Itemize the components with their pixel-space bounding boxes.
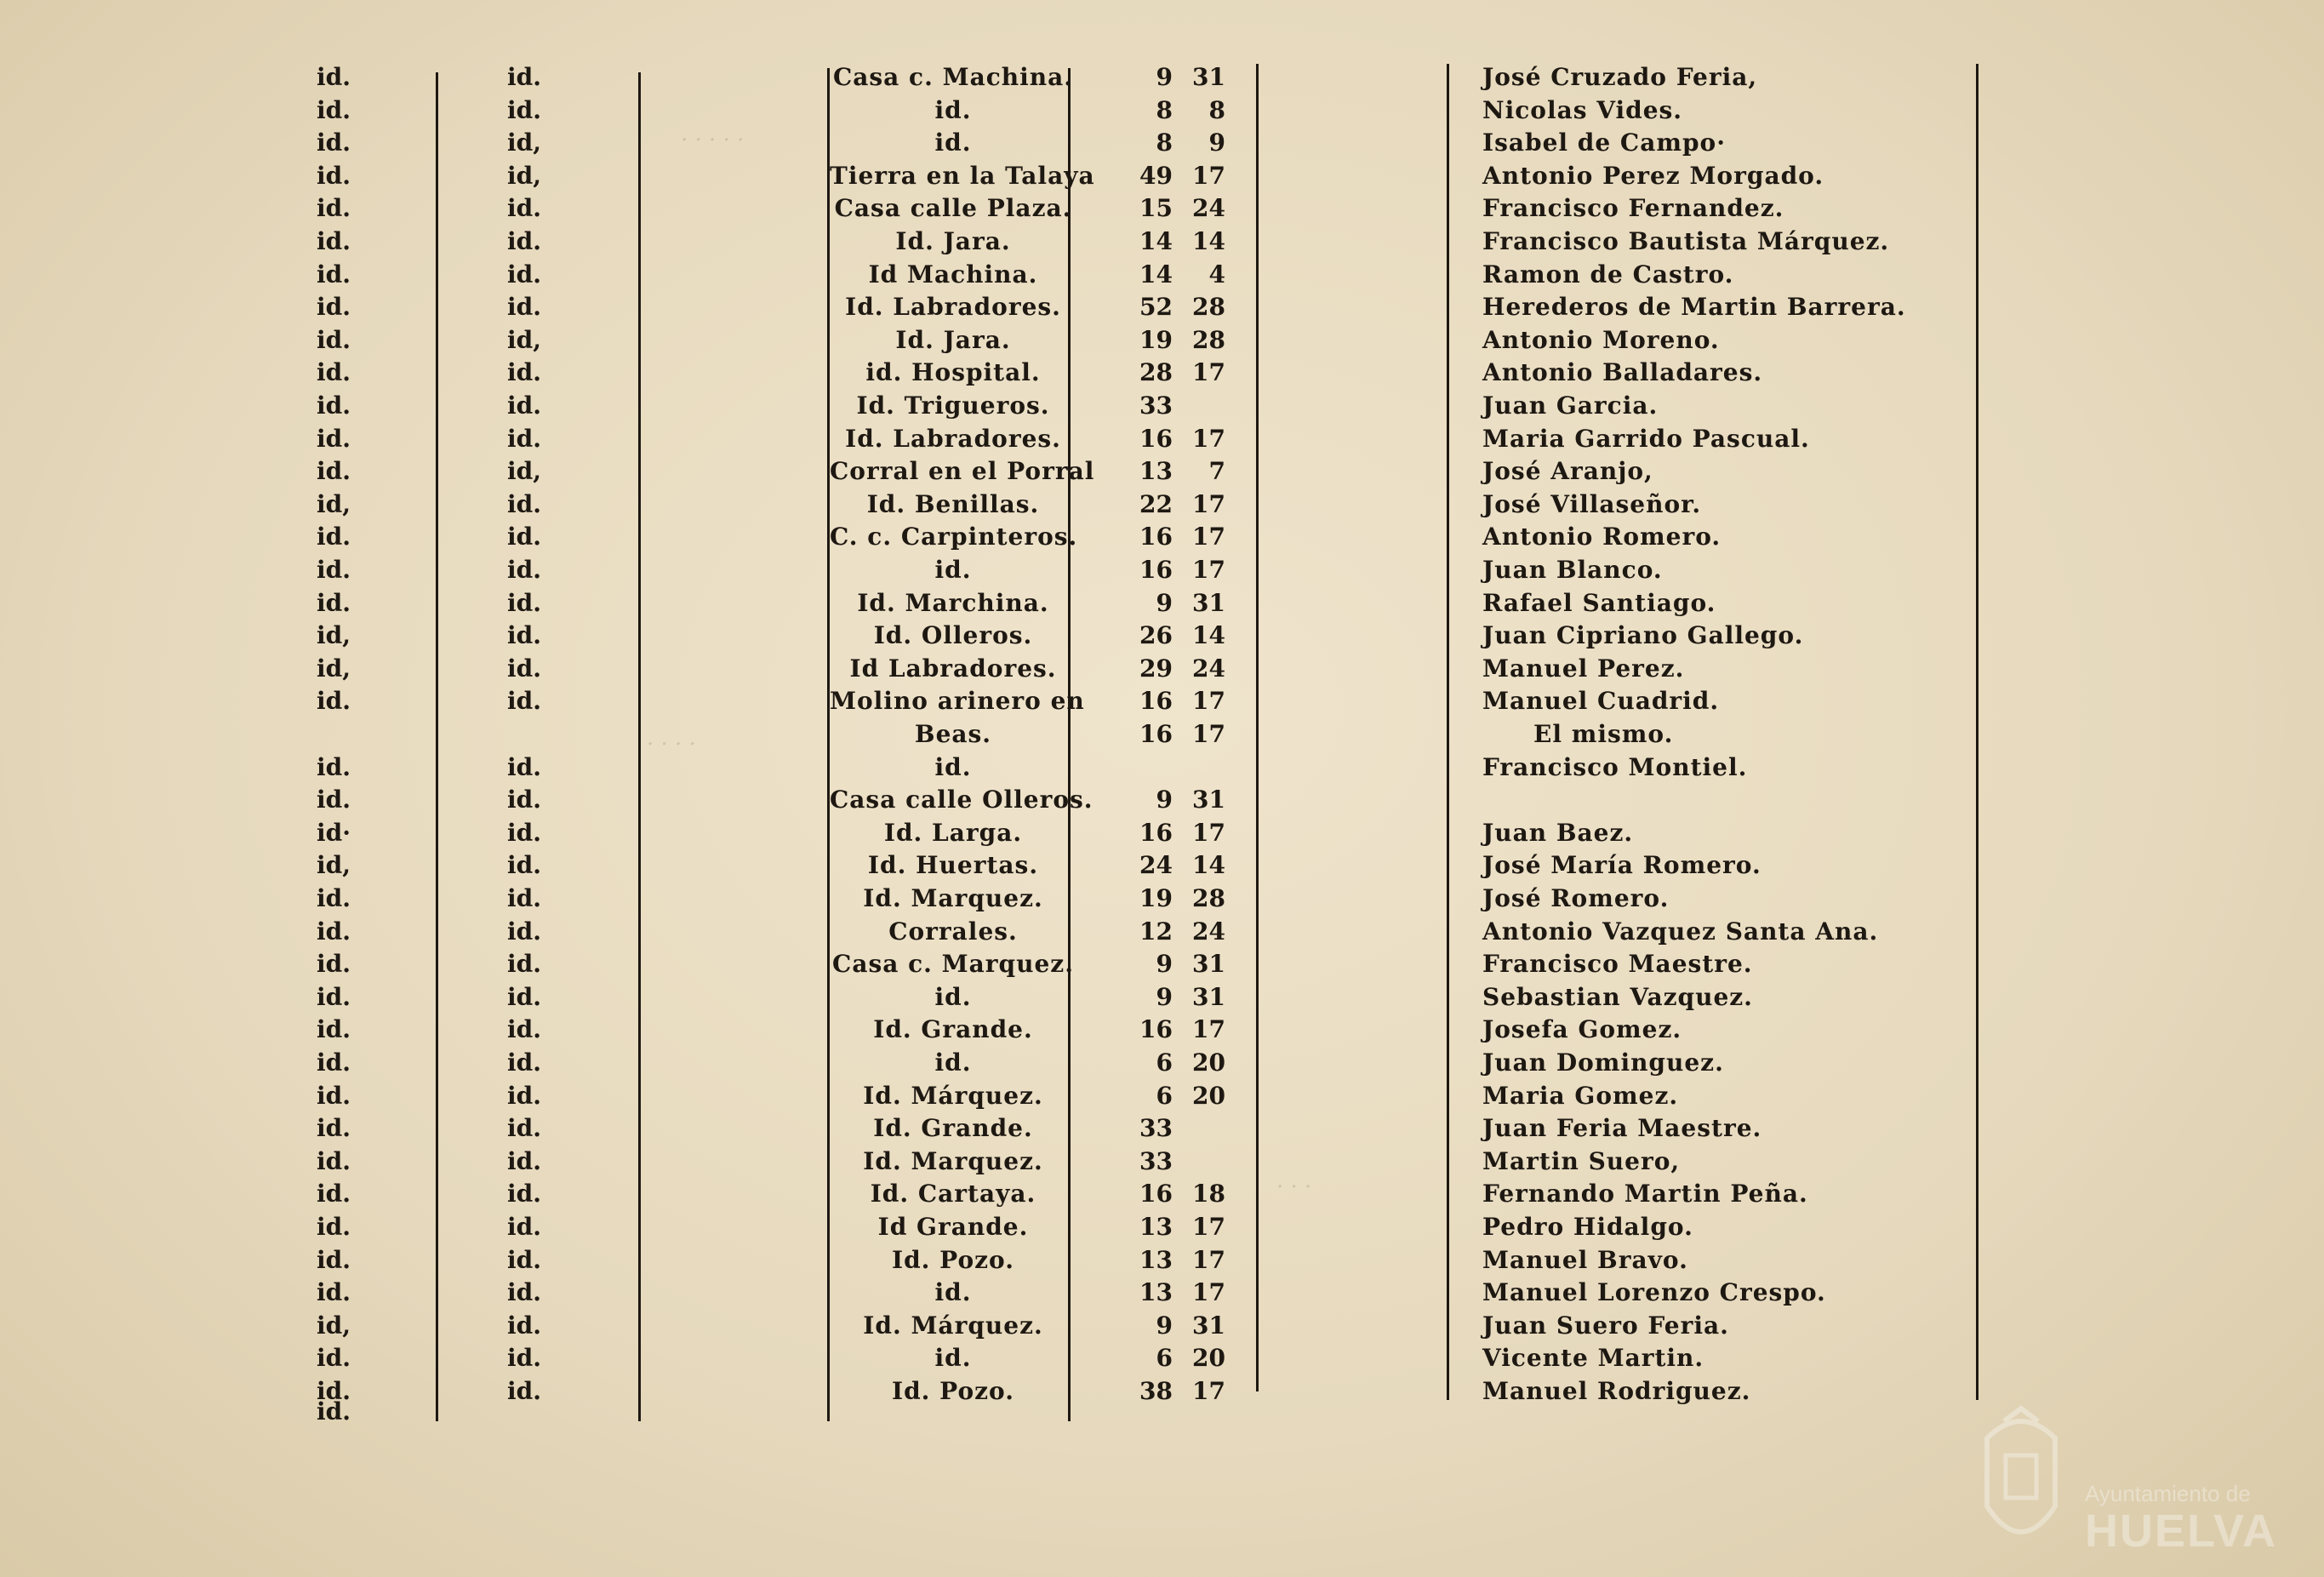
cell-c2: id, xyxy=(507,325,541,354)
cell-c6: Fernando Martin Peña. xyxy=(1482,1180,1808,1208)
cell-c5: 17 xyxy=(1192,523,1225,551)
table-row xyxy=(0,751,2324,784)
cell-c3: Id. Márquez. xyxy=(863,1311,1043,1340)
cell-c1: id, xyxy=(317,621,351,650)
cell-c5: 20 xyxy=(1192,1081,1225,1110)
cell-c3: id. xyxy=(934,982,972,1011)
cell-c3: id. xyxy=(934,1278,972,1307)
cell-c5: 17 xyxy=(1192,1213,1225,1241)
table-row xyxy=(0,587,2324,620)
cell-c3: Corral en el Porral xyxy=(830,457,1095,486)
table-row xyxy=(0,226,2324,258)
cell-c2: id. xyxy=(507,260,541,289)
cell-c1: id. xyxy=(317,293,351,322)
cell-c1: id. xyxy=(317,523,351,551)
cell-c4: 13 xyxy=(1139,1278,1173,1307)
cell-c3: Id. Marquez. xyxy=(863,884,1043,912)
cell-c2: id. xyxy=(507,818,541,847)
cell-c3: Id. Olleros. xyxy=(873,621,1033,650)
cell-c4: 14 xyxy=(1139,227,1173,255)
cell-c1: id· xyxy=(317,818,351,847)
cell-c4: 16 xyxy=(1139,424,1173,453)
cell-c3: Id. Labradores. xyxy=(845,424,1061,453)
cell-c4: 13 xyxy=(1139,1213,1173,1241)
cell-c3: Casa c. Machina. xyxy=(832,63,1074,91)
cell-c1: id. xyxy=(317,786,351,814)
cell-c5: 14 xyxy=(1192,851,1225,880)
cell-c3: Id. Trigueros. xyxy=(856,391,1050,420)
cell-c3: id. xyxy=(934,556,972,584)
cell-c4: 52 xyxy=(1139,293,1173,322)
cell-c1: id. xyxy=(317,752,351,781)
cell-c1: id. xyxy=(317,1213,351,1241)
cell-c4: 9 xyxy=(1156,950,1173,979)
cell-c2: id. xyxy=(507,358,541,387)
cell-c2: id. xyxy=(507,1081,541,1110)
cell-c5: 14 xyxy=(1192,227,1225,255)
cell-c6: Nicolas Vides. xyxy=(1482,95,1683,124)
cell-c4: 38 xyxy=(1139,1377,1173,1405)
cell-c6: Juan Dominguez. xyxy=(1482,1048,1724,1077)
cell-c1: id. xyxy=(317,194,351,223)
table-row xyxy=(0,1178,2324,1210)
cell-c6: Francisco Fernandez. xyxy=(1482,194,1784,223)
cell-c4: 33 xyxy=(1139,1114,1173,1143)
cell-c4: 9 xyxy=(1156,588,1173,617)
cell-c1: id. xyxy=(317,1180,351,1208)
cell-c3: Id. Jara. xyxy=(895,325,1011,354)
table-row xyxy=(0,981,2324,1014)
cell-c2: id. xyxy=(507,523,541,551)
cell-c5: 4 xyxy=(1208,260,1225,289)
cell-c5: 17 xyxy=(1192,720,1225,748)
cell-c6: Sebastian Vazquez. xyxy=(1482,982,1753,1011)
cell-c2: id. xyxy=(507,293,541,322)
cell-c5: 31 xyxy=(1192,786,1225,814)
cell-c1: id. xyxy=(317,884,351,912)
cell-c2: id. xyxy=(507,884,541,912)
cell-c2: id. xyxy=(507,1048,541,1077)
cell-c1: id. xyxy=(317,391,351,420)
cell-c6: José Aranjo, xyxy=(1482,457,1653,486)
cell-c3: Id. Cartaya. xyxy=(870,1180,1036,1208)
cell-c2: id. xyxy=(507,588,541,617)
cell-c1: id, xyxy=(317,489,351,518)
cell-c4: 24 xyxy=(1139,851,1173,880)
cell-c2: id. xyxy=(507,1114,541,1143)
cell-c4: 16 xyxy=(1139,687,1173,716)
cell-c4: 19 xyxy=(1139,325,1173,354)
cell-c6: Ramon de Castro. xyxy=(1482,260,1734,289)
cell-c1: id, xyxy=(317,654,351,683)
cell-c1: id. xyxy=(317,1015,351,1044)
cell-c6: Antonio Moreno. xyxy=(1482,325,1720,354)
cell-c1: id. xyxy=(317,917,351,946)
cell-c5: 17 xyxy=(1192,1377,1225,1405)
cell-c3: Id. Márquez. xyxy=(863,1081,1043,1110)
cell-c4: 16 xyxy=(1139,720,1173,748)
cell-c6: Martin Suero, xyxy=(1482,1146,1681,1175)
table-row xyxy=(0,291,2324,323)
table-row xyxy=(0,554,2324,586)
cell-c2: id. xyxy=(507,1146,541,1175)
cell-c4: 13 xyxy=(1139,457,1173,486)
cell-c6: José Cruzado Feria, xyxy=(1482,63,1758,91)
cell-c4: 16 xyxy=(1139,818,1173,847)
cell-c3: id. xyxy=(934,95,972,124)
cell-c3: Casa calle Plaza. xyxy=(834,194,1072,223)
cell-c4: 9 xyxy=(1156,1311,1173,1340)
cell-c3: Id. Benillas. xyxy=(866,489,1040,518)
cell-c4: 6 xyxy=(1156,1048,1173,1077)
table-row xyxy=(0,1014,2324,1046)
cell-c4: 33 xyxy=(1139,391,1173,420)
cell-c2: id. xyxy=(507,950,541,979)
cell-c2: id. xyxy=(507,1180,541,1208)
cell-c3: Id. Grande. xyxy=(873,1114,1033,1143)
cell-c4: 49 xyxy=(1139,161,1173,190)
table-row xyxy=(0,455,2324,488)
cell-c4: 9 xyxy=(1156,982,1173,1011)
table-row xyxy=(0,259,2324,291)
cell-c5: 31 xyxy=(1192,588,1225,617)
cell-c5: 24 xyxy=(1192,194,1225,223)
cell-c5: 17 xyxy=(1192,161,1225,190)
cell-c6: Manuel Perez. xyxy=(1482,654,1685,683)
table-row xyxy=(0,916,2324,948)
cell-c3: Id. Labradores. xyxy=(845,293,1061,322)
cell-c1: id. xyxy=(317,950,351,979)
table-row xyxy=(0,718,2324,751)
cell-c1: id. xyxy=(317,63,351,91)
cell-c5: 9 xyxy=(1208,129,1225,157)
cell-c2: id. xyxy=(507,1278,541,1307)
cell-c5: 14 xyxy=(1192,621,1225,650)
table-row xyxy=(0,1211,2324,1243)
cell-c4: 33 xyxy=(1139,1146,1173,1175)
cell-c5: 28 xyxy=(1192,325,1225,354)
cell-c5: 17 xyxy=(1192,424,1225,453)
cell-c2: id. xyxy=(507,391,541,420)
table-row xyxy=(0,1277,2324,1309)
cell-c1: id. xyxy=(317,1245,351,1274)
cell-c6: José Romero. xyxy=(1482,884,1670,912)
cell-c5: 31 xyxy=(1192,950,1225,979)
cell-c6: Manuel Rodriguez. xyxy=(1482,1377,1751,1405)
cell-c5: 31 xyxy=(1192,1311,1225,1340)
cell-c3: Beas. xyxy=(914,720,992,748)
cell-c4: 16 xyxy=(1139,1015,1173,1044)
cell-c6: Antonio Balladares. xyxy=(1482,358,1763,387)
cell-c3: Id Labradores. xyxy=(849,654,1057,683)
cell-c4: 16 xyxy=(1139,523,1173,551)
cell-c6: Maria Gomez. xyxy=(1482,1081,1679,1110)
cell-c6: José Villaseñor. xyxy=(1482,489,1702,518)
cell-c2: id. xyxy=(507,227,541,255)
cell-c4: 22 xyxy=(1139,489,1173,518)
cell-c6: José María Romero. xyxy=(1482,851,1762,880)
cell-c6: Juan Blanco. xyxy=(1482,556,1663,584)
cell-c2: id. xyxy=(507,654,541,683)
cell-c2: id, xyxy=(507,129,541,157)
cell-c3: Id. Larga. xyxy=(883,818,1023,847)
cell-c6: Francisco Bautista Márquez. xyxy=(1482,227,1890,255)
cell-c1: id. xyxy=(317,1048,351,1077)
cell-c3: Id. Marchina. xyxy=(857,588,1049,617)
cell-c1: id. xyxy=(317,161,351,190)
table-row xyxy=(0,849,2324,882)
cell-c5: 31 xyxy=(1192,63,1225,91)
cell-c6: Pedro Hidalgo. xyxy=(1482,1213,1693,1241)
cell-c5: 24 xyxy=(1192,654,1225,683)
table-row xyxy=(0,784,2324,816)
table-row xyxy=(0,948,2324,980)
cell-c6: Manuel Lorenzo Crespo. xyxy=(1482,1278,1826,1307)
cell-c6: Manuel Bravo. xyxy=(1482,1245,1688,1274)
cell-c5: 17 xyxy=(1192,1015,1225,1044)
cell-c5: 31 xyxy=(1192,982,1225,1011)
table-row xyxy=(0,1080,2324,1112)
cell-c4: 9 xyxy=(1156,786,1173,814)
table-row xyxy=(0,192,2324,225)
cell-c5: 28 xyxy=(1192,884,1225,912)
cell-c5: 17 xyxy=(1192,1245,1225,1274)
cell-c1: id. xyxy=(317,1146,351,1175)
cell-c2: id. xyxy=(507,1344,541,1373)
cell-c3: C. c. Carpinteros. xyxy=(830,523,1078,551)
cell-c4: 16 xyxy=(1139,556,1173,584)
cell-c3: id. xyxy=(934,1048,972,1077)
cell-c3: Corrales. xyxy=(888,917,1018,946)
cell-c2: id. xyxy=(507,1377,541,1405)
cell-c2: id. xyxy=(507,95,541,124)
table-row xyxy=(0,61,2324,94)
cell-c2: id, xyxy=(507,457,541,486)
cell-c2: id. xyxy=(507,63,541,91)
table-row xyxy=(0,160,2324,192)
cell-c2: id. xyxy=(507,1213,541,1241)
cell-c5: 24 xyxy=(1192,917,1225,946)
cell-c6: Juan Suero Feria. xyxy=(1482,1311,1729,1340)
cell-c4: 12 xyxy=(1139,917,1173,946)
cell-c1: id. xyxy=(317,687,351,716)
cell-c2: id. xyxy=(507,1245,541,1274)
cell-c2: id, xyxy=(507,161,541,190)
cell-c5: 17 xyxy=(1192,358,1225,387)
table-row xyxy=(0,127,2324,159)
table-row xyxy=(0,324,2324,357)
cell-c1: id, xyxy=(317,851,351,880)
cell-c5: 17 xyxy=(1192,1278,1225,1307)
cell-c3: Id. Marquez. xyxy=(863,1146,1043,1175)
cell-c2: id. xyxy=(507,556,541,584)
cell-c4: 8 xyxy=(1156,129,1173,157)
cell-c3: Id. Jara. xyxy=(895,227,1011,255)
watermark-line1: Ayuntamiento de xyxy=(2085,1481,2251,1506)
cell-c1: id. xyxy=(317,424,351,453)
cell-c4: 28 xyxy=(1139,358,1173,387)
cell-c3: Id. Huertas. xyxy=(867,851,1039,880)
cell-c2: id. xyxy=(507,786,541,814)
cell-c6: Francisco Montiel. xyxy=(1482,752,1748,781)
cell-c6: Herederos de Martin Barrera. xyxy=(1482,293,1906,322)
cell-c5: 17 xyxy=(1192,556,1225,584)
cell-c4: 13 xyxy=(1139,1245,1173,1274)
cell-c5: 7 xyxy=(1208,457,1225,486)
cell-c3: Casa c. Marquez. xyxy=(832,950,1074,979)
cell-c5: 8 xyxy=(1208,95,1225,124)
cell-c6: Juan Garcia. xyxy=(1482,391,1659,420)
cell-c1: id. xyxy=(317,227,351,255)
cell-c6: Josefa Gomez. xyxy=(1482,1015,1682,1044)
cell-c5: 17 xyxy=(1192,489,1225,518)
table-row xyxy=(0,1146,2324,1178)
cell-c3: Id. Grande. xyxy=(873,1015,1033,1044)
cell-c5: 17 xyxy=(1192,818,1225,847)
cell-c6: Antonio Perez Morgado. xyxy=(1482,161,1824,190)
table-row xyxy=(0,521,2324,553)
cell-c5: 17 xyxy=(1192,687,1225,716)
cell-c1: id. xyxy=(317,982,351,1011)
cell-c2: id. xyxy=(507,194,541,223)
table-row xyxy=(0,883,2324,915)
cell-c4: 14 xyxy=(1139,260,1173,289)
cell-c3: id. xyxy=(934,129,972,157)
cell-c1: id. xyxy=(317,556,351,584)
cell-c6: Juan Baez. xyxy=(1482,818,1634,847)
cell-c1: id. xyxy=(317,1081,351,1110)
table-row xyxy=(0,1310,2324,1342)
cell-c6: Antonio Romero. xyxy=(1482,523,1722,551)
cell-c6: Antonio Vazquez Santa Ana. xyxy=(1482,917,1879,946)
bleed-through-text: · · · xyxy=(1276,1174,1312,1200)
cell-c1: id. xyxy=(317,260,351,289)
cell-c3: Id Grande. xyxy=(877,1213,1029,1241)
cell-c4: 16 xyxy=(1139,1180,1173,1208)
table-row xyxy=(0,390,2324,422)
cell-c6: Rafael Santiago. xyxy=(1482,588,1716,617)
cell-c1: id. xyxy=(317,325,351,354)
cell-c1: id. xyxy=(317,358,351,387)
cell-c4: 19 xyxy=(1139,884,1173,912)
cell-c4: 8 xyxy=(1156,95,1173,124)
table-row xyxy=(0,94,2324,127)
cell-c2: id. xyxy=(507,851,541,880)
cell-c1: id. xyxy=(317,1344,351,1373)
coat-of-arms-icon xyxy=(1970,1404,2072,1566)
cell-c4: 26 xyxy=(1139,621,1173,650)
cell-c6: Juan Feria Maestre. xyxy=(1482,1114,1762,1143)
cell-c1: id, xyxy=(317,1311,351,1340)
cell-c6: Francisco Maestre. xyxy=(1482,950,1753,979)
cell-c2: id. xyxy=(507,1311,541,1340)
cell-c3: Id. Pozo. xyxy=(892,1245,1014,1274)
table-row xyxy=(0,1244,2324,1277)
table-row xyxy=(0,1112,2324,1145)
table-row xyxy=(0,489,2324,521)
bleed-through-text: · · · · xyxy=(647,732,696,757)
cell-c2: id. xyxy=(507,489,541,518)
cell-c1: id. xyxy=(317,457,351,486)
cell-c3: Molino arinero en xyxy=(830,687,1085,716)
cell-c4: 9 xyxy=(1156,63,1173,91)
cell-c4: 6 xyxy=(1156,1344,1173,1373)
cell-c2: id. xyxy=(507,621,541,650)
cell-c3: Id Machina. xyxy=(868,260,1038,289)
cell-c5: 18 xyxy=(1192,1180,1225,1208)
cell-c6: El mismo. xyxy=(1533,720,1674,748)
table-row xyxy=(0,653,2324,685)
watermark-line2: HUELVA xyxy=(2085,1506,2277,1557)
cell-c6: Maria Garrido Pascual. xyxy=(1482,424,1810,453)
cell-c3: id. xyxy=(934,1344,972,1373)
cell-c2: id. xyxy=(507,687,541,716)
cell-c5: 28 xyxy=(1192,293,1225,322)
bleed-through-text: · · · · · xyxy=(681,128,745,153)
cell-c3: Tierra en la Talaya xyxy=(830,161,1095,190)
cell-c6: Isabel de Campo· xyxy=(1482,129,1726,157)
table-row xyxy=(0,685,2324,717)
cell-c5: 20 xyxy=(1192,1048,1225,1077)
cell-c1: id. xyxy=(317,1114,351,1143)
cell-c2: id. xyxy=(507,752,541,781)
cell-c3: id. xyxy=(934,752,972,781)
cell-c1: id. xyxy=(317,1377,351,1405)
cell-c2: id. xyxy=(507,917,541,946)
table-row xyxy=(0,620,2324,652)
table-row xyxy=(0,817,2324,849)
cell-c6: Juan Cipriano Gallego. xyxy=(1482,621,1804,650)
cell-c4: 6 xyxy=(1156,1081,1173,1110)
cell-c3: id. Hospital. xyxy=(865,358,1041,387)
cell-c1: id. xyxy=(317,588,351,617)
cell-c2: id. xyxy=(507,982,541,1011)
cell-c4: 15 xyxy=(1139,194,1173,223)
huelva-watermark xyxy=(1970,1404,2276,1566)
cell-c3: Id. Pozo. xyxy=(892,1377,1014,1405)
table-row xyxy=(0,357,2324,389)
cell-c4: 29 xyxy=(1139,654,1173,683)
cell-c2: id. xyxy=(507,424,541,453)
cell-c1: id. xyxy=(317,95,351,124)
cell-c2: id. xyxy=(507,1015,541,1044)
table-row xyxy=(0,1342,2324,1374)
cell-c1: id. xyxy=(317,129,351,157)
cell-c1: id. xyxy=(317,1278,351,1307)
table-row xyxy=(0,423,2324,455)
cell-c6: Vicente Martin. xyxy=(1482,1344,1704,1373)
cell-c5: 20 xyxy=(1192,1344,1225,1373)
cell-c6: Manuel Cuadrid. xyxy=(1482,687,1720,716)
trailing-id-cell: id. xyxy=(317,1397,351,1426)
cell-c3: Casa calle Olleros. xyxy=(830,786,1093,814)
table-row xyxy=(0,1047,2324,1079)
